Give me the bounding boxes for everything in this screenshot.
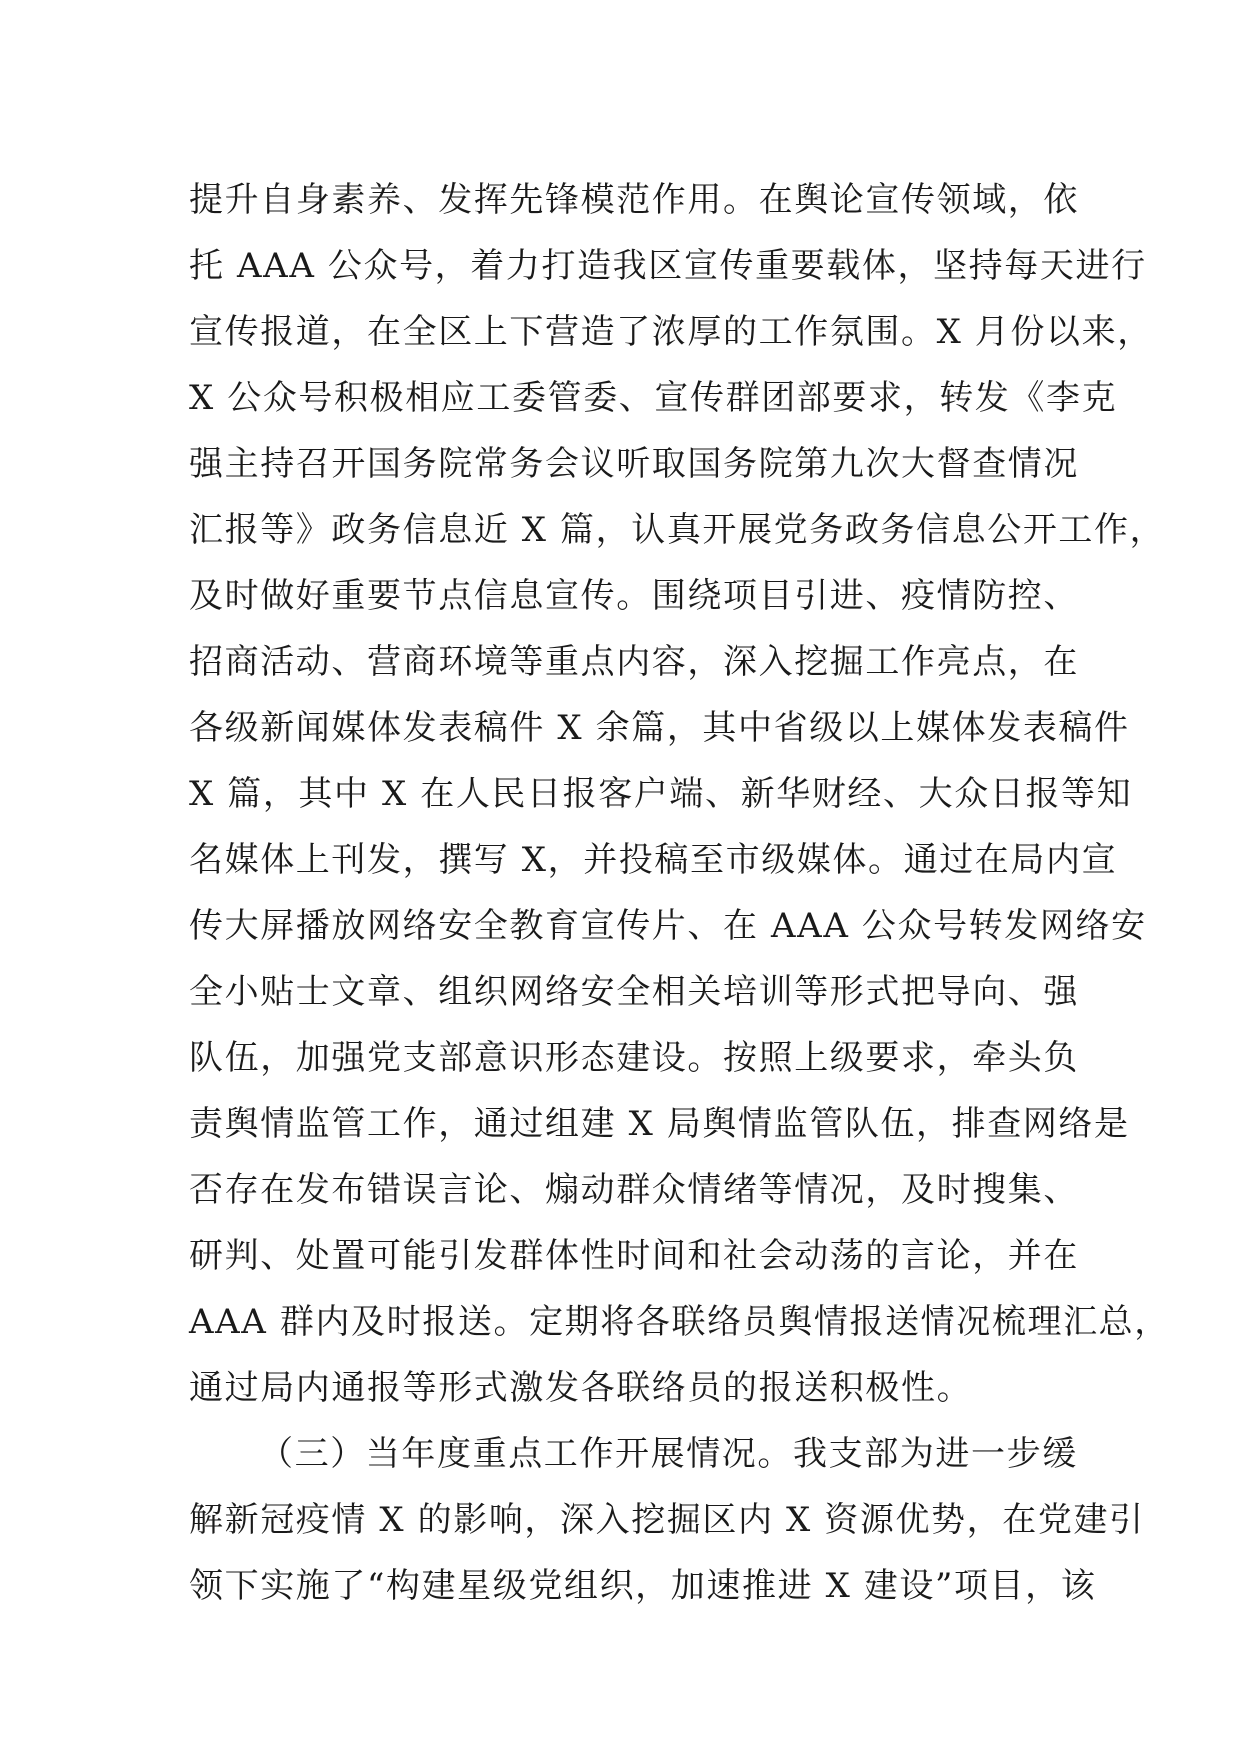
text-line: 强主持召开国务院常务会议听取国务院第九次大督查情况	[189, 444, 1079, 484]
text-line: AAA 群内及时报送。定期将各联络员舆情报送情况梳理汇总，	[189, 1302, 1170, 1342]
text-line: 各级新闻媒体发表稿件 X 余篇，其中省级以上媒体发表稿件	[189, 708, 1130, 748]
text-line: 研判、处置可能引发群体性时间和社会动荡的言论，并在	[189, 1236, 1079, 1276]
text-line: 否存在发布错误言论、煽动群众情绪等情况，及时搜集、	[189, 1170, 1079, 1210]
text-line: 解新冠疫情 X 的影响，深入挖掘区内 X 资源优势，在党建引	[189, 1500, 1145, 1540]
text-line: 全小贴士文章、组织网络安全相关培训等形式把导向、强	[189, 972, 1079, 1012]
text-line: 通过局内通报等形式激发各联络员的报送积极性。	[189, 1368, 973, 1408]
text-line: 名媒体上刊发，撰写 X，并投稿至市级媒体。通过在局内宣	[189, 840, 1118, 880]
text-line: 领下实施了“构建星级党组织，加速推进 X 建设”项目，该	[189, 1566, 1097, 1606]
text-line: 责舆情监管工作，通过组建 X 局舆情监管队伍，排查网络是	[189, 1104, 1130, 1144]
text-line: 宣传报道，在全区上下营造了浓厚的工作氛围。X 月份以来，	[189, 312, 1153, 352]
section-heading-line: （三）当年度重点工作开展情况。我支部为进一步缓	[259, 1434, 1078, 1474]
text-line: 及时做好重要节点信息宣传。围绕项目引进、疫情防控、	[189, 576, 1079, 616]
body-text	[189, 167, 1170, 1619]
text-line: 队伍，加强党支部意识形态建设。按照上级要求，牵头负	[189, 1038, 1079, 1078]
text-line: X 篇，其中 X 在人民日报客户端、新华财经、大众日报等知	[189, 774, 1133, 814]
text-line: 传大屏播放网络安全教育宣传片、在 AAA 公众号转发网络安	[189, 906, 1147, 946]
text-line: 招商活动、营商环境等重点内容，深入挖掘工作亮点，在	[189, 642, 1079, 682]
text-line: 提升自身素养、发挥先锋模范作用。在舆论宣传领域，依	[189, 180, 1079, 220]
text-line: X 公众号积极相应工委管委、宣传群团部要求，转发《李克	[189, 378, 1118, 418]
text-line: 托 AAA 公众号，着力打造我区宣传重要载体，坚持每天进行	[189, 246, 1147, 286]
text-line: 汇报等》政务信息近 X 篇，认真开展党务政务信息公开工作，	[189, 510, 1166, 550]
